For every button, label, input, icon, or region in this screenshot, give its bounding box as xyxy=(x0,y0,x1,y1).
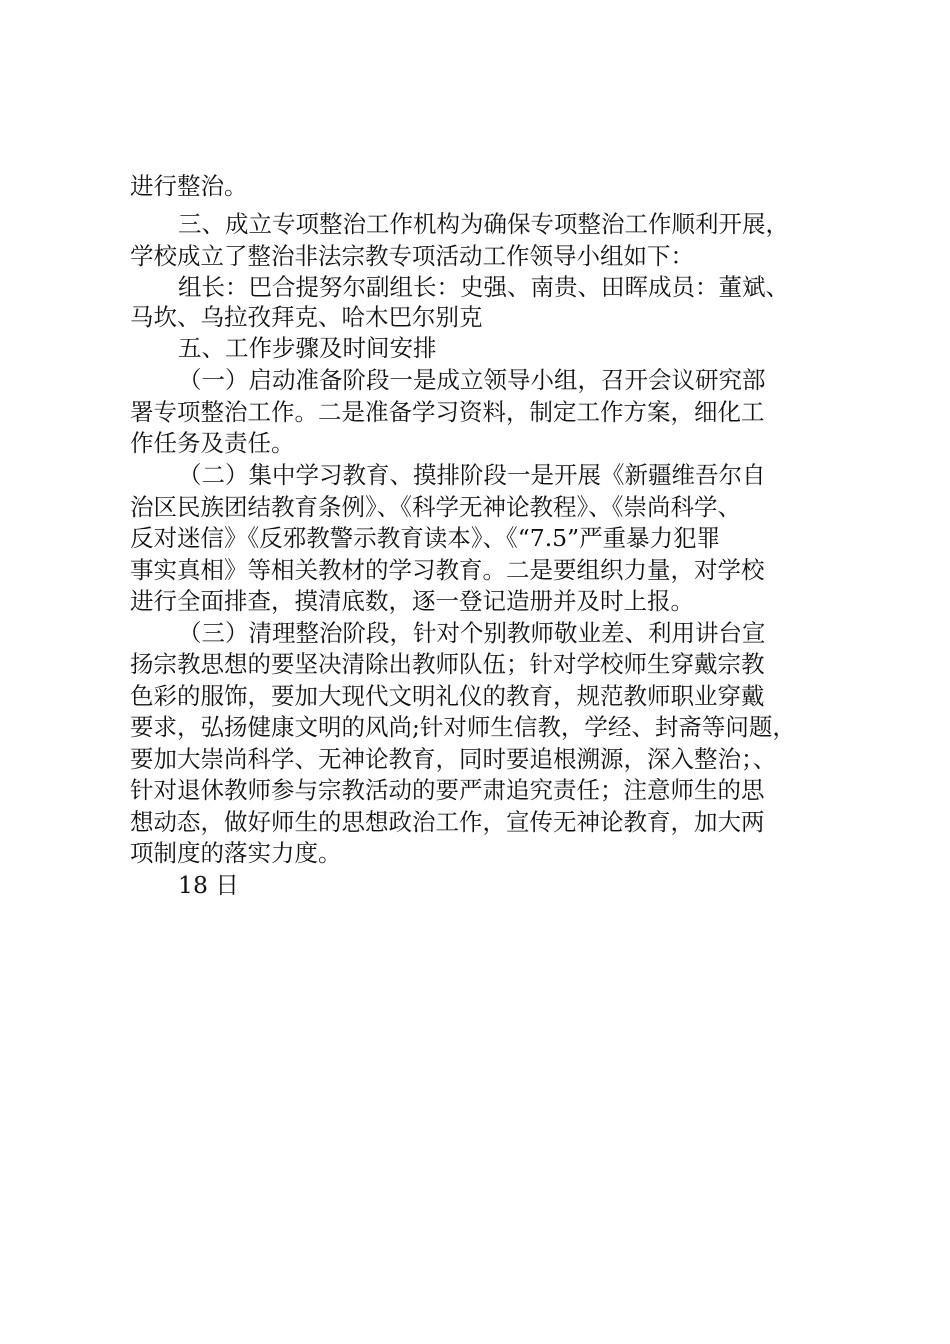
text-line-3: 学校成立了整治非法宗教专项活动工作领导小组如下： xyxy=(130,242,694,270)
text-line-21: 想动态，做好师生的思想政治工作，宣传无神论教育，加大两 xyxy=(130,808,765,836)
step-three-paragraph-start: （三）清理整治阶段，针对个别教师敬业差、利用讲台宣 xyxy=(178,619,766,647)
text-line-1: 进行整治。 xyxy=(130,172,248,200)
leaders-line: 组长：巴合提努尔副组长：史强、南贵、田晖成员：董斌、 xyxy=(178,273,789,301)
step-one-paragraph-start: （一）启动准备阶段一是成立领导小组，召开会议研究部 xyxy=(178,366,766,394)
text-line-13: 事实真相》等相关教材的学习教育。二是要组织力量，对学校 xyxy=(130,556,765,584)
text-line-9: 作任务及责任。 xyxy=(130,429,295,457)
section-three-heading: 三、成立专项整治工作机构为确保专项整治工作顺利开展， xyxy=(178,210,789,238)
step-two-paragraph-start: （二）集中学习教育、摸排阶段一是开展《新疆维吾尔自 xyxy=(178,461,766,489)
text-line-22: 项制度的落实力度。 xyxy=(130,839,342,867)
text-line-8: 署专项整治工作。二是准备学习资料，制定工作方案，细化工 xyxy=(130,398,765,426)
text-line-12: 反对迷信》《反邪教警示教育读本》、《“7.5”严重暴力犯罪 xyxy=(130,524,721,552)
text-line-18: 要求，弘扬健康文明的风尚;针对师生信教，学经、封斋等问题， xyxy=(130,713,796,741)
text-line-17: 色彩的服饰，要加大现代文明礼仪的教育，规范教师职业穿戴 xyxy=(130,682,765,710)
text-line-20: 针对退休教师参与宗教活动的要严肃追究责任；注意师生的思 xyxy=(130,776,765,804)
date-line: 18 日 xyxy=(178,871,239,899)
text-line-19: 要加大崇尚科学、无神论教育，同时要追根溯源，深入整治；、 xyxy=(130,745,777,773)
section-five-heading: 五、工作步骤及时间安排 xyxy=(178,334,437,362)
text-line-11: 治区民族团结教育条例》、《科学无神论教程》、《崇尚科学、 xyxy=(130,493,741,521)
members-line: 马坎、乌拉孜拜克、哈木巴尔别克 xyxy=(130,303,483,331)
text-line-16: 扬宗教思想的要坚决清除出教师队伍；针对学校师生穿戴宗教 xyxy=(130,650,765,678)
text-line-14: 进行全面排查，摸清底数，逐一登记造册并及时上报。 xyxy=(130,587,694,615)
